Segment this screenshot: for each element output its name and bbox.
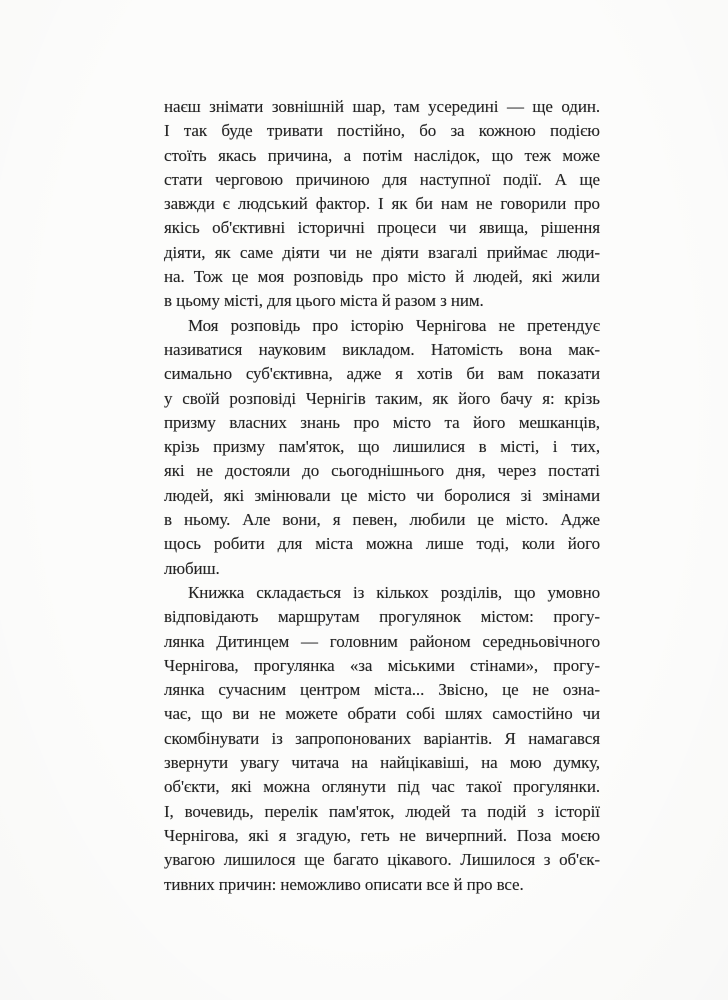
word: якась (218, 145, 257, 165)
word: прогулянка (253, 655, 335, 675)
word: кожною (478, 121, 536, 141)
word: завжди (164, 194, 215, 214)
word: у (164, 388, 173, 408)
word: ще (532, 97, 553, 116)
word: районом (409, 631, 471, 651)
word: рішення (540, 218, 600, 238)
word: фактор. (315, 194, 371, 214)
word: призму (213, 437, 265, 457)
word: увагою (164, 850, 215, 870)
word: би (415, 194, 433, 214)
word: лише (425, 534, 464, 554)
word: певен, (352, 510, 398, 530)
word: прогулянок (379, 607, 462, 627)
text-line (164, 338, 600, 362)
word: Дитинцем (216, 631, 290, 651)
word: тривати (266, 121, 323, 141)
text-line (164, 168, 600, 192)
word: можна (365, 534, 413, 554)
word: А (554, 169, 567, 189)
word: під (397, 777, 420, 797)
word: лянка (164, 680, 205, 700)
word: нам (440, 194, 468, 214)
word: крізь (164, 437, 200, 457)
word: читача (291, 753, 340, 773)
word: призму (164, 412, 216, 432)
text-line (164, 216, 600, 240)
text-line (164, 654, 600, 678)
text-line (164, 241, 600, 265)
word: Але (242, 510, 271, 530)
word: там (393, 97, 420, 116)
word: людський (237, 194, 308, 214)
word: чає, (164, 704, 192, 724)
word: адже (346, 364, 382, 384)
word: Звісно, (438, 680, 489, 700)
word: які (532, 267, 553, 287)
word: ви (232, 704, 250, 724)
word: які (231, 777, 252, 797)
word: моя (257, 267, 285, 287)
word: не (532, 680, 549, 700)
word: називатися (164, 339, 243, 359)
word: прогу- (553, 655, 600, 675)
word: лишилося (223, 850, 296, 870)
word: місто. (505, 510, 549, 530)
text-line (164, 314, 600, 338)
word: чи (448, 218, 467, 238)
word: людей, (473, 267, 523, 287)
word: саме (239, 242, 274, 262)
text-line (164, 581, 600, 605)
word: оглянути (321, 777, 386, 797)
word: сьогоднішнього (331, 461, 445, 481)
word: буде (221, 121, 253, 141)
word: показати (537, 364, 600, 384)
word: Чернігова (415, 315, 487, 335)
word: приймає (486, 242, 548, 262)
word: знімати (209, 97, 264, 116)
word: звернути (164, 753, 229, 773)
word: черговою (215, 169, 284, 189)
word: час (431, 777, 455, 797)
word: багато (333, 850, 379, 870)
word: дня, (456, 461, 486, 481)
word: говорили (500, 194, 567, 214)
word: думку, (553, 753, 600, 773)
word: мою (509, 753, 542, 773)
text-line (164, 678, 600, 702)
word: симально (164, 364, 233, 384)
word: І (378, 194, 384, 214)
word: — (506, 97, 524, 116)
paragraph (164, 95, 600, 314)
word: ще (304, 850, 325, 870)
word: до (302, 461, 320, 481)
word: стати (164, 169, 203, 189)
word: вичерпний. (425, 825, 507, 845)
text-block (164, 95, 600, 897)
word: через (497, 461, 537, 481)
word: як (391, 194, 408, 214)
word: стоїть (164, 145, 207, 165)
text-line (164, 459, 600, 483)
word: із (271, 728, 283, 748)
word: Адже (560, 510, 600, 530)
word: крізь (564, 388, 600, 408)
word: кількох (376, 582, 429, 602)
word: це (477, 510, 494, 530)
word: таким, (375, 388, 423, 408)
word: вочевидь, (184, 801, 254, 821)
word: розповіді (229, 388, 296, 408)
word: причина, (267, 145, 333, 165)
word: намагався (528, 728, 600, 748)
text-line (164, 435, 600, 459)
word: відповідають (164, 607, 259, 627)
word: діяти (381, 242, 419, 262)
word: що (491, 145, 513, 165)
word: явища, (478, 218, 529, 238)
word: подією (550, 121, 600, 141)
word: це (502, 680, 519, 700)
word: зовнішній (271, 97, 344, 116)
text-line (164, 727, 600, 751)
word: історичні (297, 218, 365, 238)
text-line (164, 800, 600, 824)
word: Поза (516, 825, 552, 845)
text-line (164, 702, 600, 726)
word: самостійно (492, 704, 573, 724)
word: ньому. (183, 510, 231, 530)
word: Моя (188, 315, 219, 335)
word: запропонованих (295, 728, 412, 748)
word: тоді, (476, 534, 509, 554)
word: мешканців, (518, 412, 600, 432)
word: так (183, 121, 208, 141)
word: об'єкти, (164, 777, 220, 797)
word: увагу (240, 753, 280, 773)
word: як (214, 242, 231, 262)
word: місті, (500, 437, 540, 457)
word: це (340, 485, 358, 505)
word: І, (164, 801, 174, 821)
text-line (164, 144, 600, 168)
word: подій (487, 801, 527, 821)
word: міськими (387, 655, 455, 675)
word: як (432, 388, 449, 408)
word: тих, (571, 437, 600, 457)
text-line (164, 824, 600, 848)
text-line (164, 484, 600, 508)
word: шлях (444, 704, 483, 724)
word: об'єктивні (212, 218, 286, 238)
word: наєш (164, 97, 201, 116)
word: умовно (547, 582, 600, 602)
word: на. (164, 267, 185, 287)
word: потім (362, 145, 403, 165)
word: на (351, 753, 368, 773)
word: щось (164, 534, 201, 554)
word: не (399, 825, 416, 845)
word: Я (504, 728, 516, 748)
word: Натомість (430, 339, 503, 359)
word: І (164, 121, 170, 141)
word: робити (213, 534, 265, 554)
word: один. (561, 97, 600, 116)
word: жили (561, 267, 600, 287)
word: містом: (480, 607, 534, 627)
word: є (222, 194, 230, 214)
word: із (352, 582, 365, 602)
word: Книжка (188, 582, 245, 602)
word: та (444, 412, 460, 432)
word: та (461, 801, 477, 821)
word: згадую, (296, 825, 351, 845)
word: пам'яток, (278, 437, 345, 457)
word: середньовічного (482, 631, 600, 651)
word: зі (520, 485, 532, 505)
word: можете (285, 704, 338, 724)
text-line (164, 630, 600, 654)
text-line (164, 265, 600, 289)
text-line (164, 192, 600, 216)
text-line (164, 532, 600, 556)
word: власних (229, 412, 287, 432)
word: моєю (561, 825, 600, 845)
word: головним (329, 631, 398, 651)
word: центром (299, 680, 361, 700)
text-line (164, 848, 600, 872)
word: в (478, 437, 487, 457)
word: лишилися (393, 437, 465, 457)
word: для (277, 534, 303, 554)
word: не (498, 315, 515, 335)
word: чи (416, 485, 434, 505)
word: розповідь (293, 267, 364, 287)
word: це (231, 267, 249, 287)
word: боролися (444, 485, 511, 505)
text-line (164, 387, 600, 411)
text-line (164, 508, 600, 532)
word: діяти, (164, 242, 206, 262)
word: місто (392, 412, 432, 432)
word: змінами (542, 485, 600, 505)
word: я (278, 825, 287, 845)
word: що (201, 704, 223, 724)
text-line: в цьому місті, для цього міста й разом з ним. (164, 291, 484, 311)
word: наступної (419, 169, 491, 189)
word: обрати (347, 704, 397, 724)
word: і (552, 437, 558, 457)
word: лянка (164, 631, 205, 651)
word: чи (582, 704, 600, 724)
word: бачу (500, 388, 533, 408)
word: про (372, 267, 399, 287)
word: Тож (193, 267, 223, 287)
paragraph (164, 314, 600, 581)
word: мак- (568, 339, 600, 359)
text-line (164, 775, 600, 799)
word: наслідок, (413, 145, 481, 165)
word: озна- (562, 680, 600, 700)
word: Лишилося (460, 850, 536, 870)
word: сучасним (218, 680, 287, 700)
text-line (164, 362, 600, 386)
word: скомбінувати (164, 728, 260, 748)
word: які (248, 825, 269, 845)
word: — (301, 631, 318, 651)
word: не (475, 194, 493, 214)
word: людей (405, 801, 451, 821)
word: «за (349, 655, 373, 675)
word: для (382, 169, 408, 189)
word: стінами», (470, 655, 539, 675)
word: знань (300, 412, 340, 432)
word: історію (350, 315, 404, 335)
word: достояли (225, 461, 291, 481)
word: про (574, 194, 600, 214)
word: пам'яток, (328, 801, 395, 821)
word: історії (554, 801, 600, 821)
text-line (164, 95, 600, 119)
text-line (164, 605, 600, 629)
word: чи (328, 242, 347, 262)
word: перелік (264, 801, 318, 821)
word: бо (419, 121, 437, 141)
word: найцікавіші, (380, 753, 469, 773)
word: в (164, 510, 172, 530)
word: цікавого. (387, 850, 452, 870)
word: які (164, 461, 185, 481)
word: об'єк- (559, 850, 600, 870)
word: а (343, 145, 352, 165)
word: претендує (527, 315, 600, 335)
word: Чернігова, (164, 825, 239, 845)
text-line (164, 751, 600, 775)
word: науковим (258, 339, 326, 359)
word: розповідь (230, 315, 301, 335)
word: людей, (164, 485, 214, 505)
word: за (450, 121, 465, 141)
word: постаті (548, 461, 600, 481)
word: які (223, 485, 245, 505)
word: місто (407, 267, 446, 287)
word: би (466, 364, 484, 384)
word: змінювали (254, 485, 331, 505)
word: Чернігів (305, 388, 366, 408)
word: шар, (352, 97, 386, 116)
word: маршрутам (277, 607, 360, 627)
text-line: тивних причин: неможливо описати все й про все. (164, 874, 524, 894)
word: вона (519, 339, 552, 359)
word: на (481, 753, 498, 773)
word: я (395, 364, 403, 384)
word: я (332, 510, 341, 530)
word: про (353, 412, 380, 432)
word: його (567, 534, 600, 554)
word: складається (256, 582, 341, 602)
word: його (473, 412, 506, 432)
word: міста (315, 534, 353, 554)
word: його (458, 388, 491, 408)
word: може (562, 145, 600, 165)
word: що (514, 582, 536, 602)
word: що (357, 437, 380, 457)
word: геть (360, 825, 390, 845)
word: не (259, 704, 276, 724)
word: вам (497, 364, 524, 384)
word: місто (367, 485, 406, 505)
word: усередині (428, 97, 499, 116)
word: ще (579, 169, 600, 189)
word: діяти (282, 242, 320, 262)
word: хотів (416, 364, 453, 384)
word: своїй (182, 388, 220, 408)
word: собі (406, 704, 436, 724)
word: варіантів. (423, 728, 493, 748)
paragraph (164, 581, 600, 897)
word: вони, (282, 510, 321, 530)
text-line (164, 119, 600, 143)
word: міста... (374, 680, 425, 700)
word: з (543, 850, 551, 870)
word: прогу- (553, 607, 600, 627)
word: любили (409, 510, 466, 530)
word: взагалі (428, 242, 478, 262)
word: розділів, (440, 582, 503, 602)
word: суб'єктивна, (245, 364, 333, 384)
word: події. (502, 169, 542, 189)
word: викладом. (342, 339, 415, 359)
word: про (312, 315, 339, 335)
word: постійно, (337, 121, 405, 141)
word: якісь (164, 218, 200, 238)
word: з (537, 801, 544, 821)
text-line: любиш. (164, 558, 220, 578)
word: не (196, 461, 213, 481)
word: такої (466, 777, 502, 797)
word: теж (524, 145, 551, 165)
word: не (355, 242, 373, 262)
word: й (455, 267, 465, 287)
word: причиною (295, 169, 370, 189)
word: прогулянки. (513, 777, 600, 797)
word: можна (263, 777, 311, 797)
word: люди- (556, 242, 600, 262)
text-line (164, 411, 600, 435)
word: коли (521, 534, 555, 554)
word: Чернігова, (164, 655, 239, 675)
word: процеси (377, 218, 437, 238)
word: я: (542, 388, 555, 408)
